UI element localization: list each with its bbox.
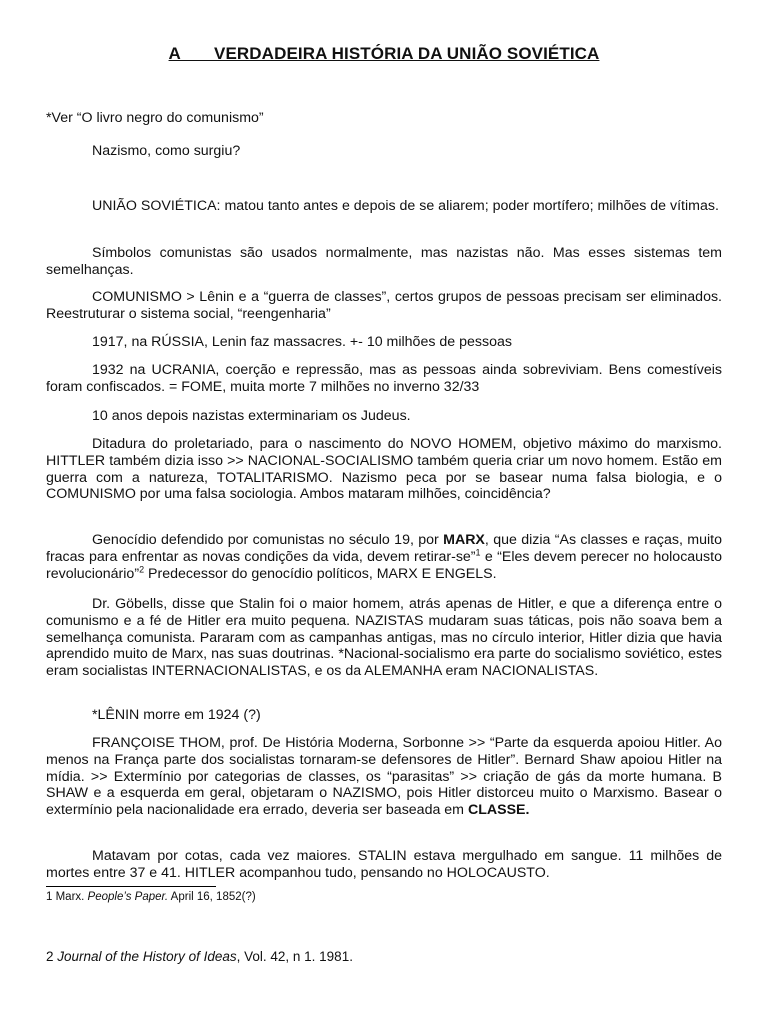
paragraph-matavam: Matavam por cotas, cada vez maiores. STALIN estava mergulhado em sangue. 11 milhões de mortes entre 37 e 41. HITLER acompanhou tudo, pensando no HOLOCAUSTO. bbox=[46, 848, 722, 881]
thom-text: FRANÇOISE THOM, prof. De História Moderna, Sorbonne >> “Parte da esquerda apoiou Hitler. Ao menos na França parte dos socialistas tornaram-se defensores de Hitler”. Bernard Shaw apoiou Hitler na mídia. >> Extermínio por categorias de classes, os “parasitas” >> criação de gás da morte humana. B SHAW e a esquerda em geral, objetaram o NAZISMO, pois Hitler distorceu muito o Marxismo. Basear o extermínio pela nacionalidade era errado, deveria ser baseada em bbox=[46, 735, 722, 819]
paragraph-uniao-sovietica: UNIÃO SOVIÉTICA: matou tanto antes e depois de se aliarem; poder mortífero; milhões de vítimas. bbox=[92, 198, 719, 214]
genocidio-text-1: Genocídio defendido por comunistas no século 19, por bbox=[92, 532, 444, 548]
genocidio-text-3: e “Eles devem perecer no holocausto revolucionário” bbox=[46, 548, 722, 582]
paragraph-1932: 1932 na UCRANIA, coerção e repressão, mas as pessoas ainda sobreviviam. Bens comestíveis foram confiscados. = FOME, muita morte 7 milhões no inverno 32/33 bbox=[46, 362, 722, 395]
footnote-2-italic: Journal of the History of Ideas bbox=[57, 949, 237, 964]
paragraph-ver-livro: *Ver “O livro negro do comunismo” bbox=[46, 110, 264, 126]
genocidio-text-4: Predecessor do genocídio políticos, MARX E ENGELS. bbox=[144, 565, 497, 582]
paragraph-thom bbox=[46, 735, 722, 819]
paragraph-gobells: Dr. Göbells, disse que Stalin foi o maior homem, atrás apenas de Hitler, e que a diferença entre o comunismo e a fé de Hitler era muito pequena. NAZISTAS mudaram suas táticas, pois não soava bem a semelhança comunista. Pararam com as campanhas antigas, mas no círculo interior, Hitler dizia que havia aprendido muito de Marx, nas suas doutrinas. *Nacional-socialismo era parte do socialismo soviético, estes eram socialistas INTERNACIONALISTAS, e os da ALEMANHA eram NACIONALISTAS. bbox=[46, 596, 722, 680]
genocidio-text-2: , que dizia “As classes e raças, muito fracas para enfrentar as novas condições da vida, devem retirar-se” bbox=[46, 532, 722, 565]
footnote-divider bbox=[46, 886, 216, 887]
paragraph-1917: 1917, na RÚSSIA, Lenin faz massacres. +- 10 milhões de pessoas bbox=[92, 334, 512, 350]
footnote-1-prefix: 1 Marx. bbox=[46, 891, 88, 903]
paragraph-genocidio bbox=[46, 532, 722, 582]
footnote-2-prefix: 2 bbox=[46, 949, 58, 964]
paragraph-10-anos: 10 anos depois nazistas exterminariam os Judeus. bbox=[92, 408, 411, 424]
footnote-ref-1: 1 bbox=[475, 547, 481, 558]
footnote-2 bbox=[46, 949, 353, 964]
footnote-1 bbox=[46, 891, 256, 903]
paragraph-lenin: *LÊNIN morre em 1924 (?) bbox=[92, 707, 261, 723]
paragraph-simbolos: Símbolos comunistas são usados normalmente, mas nazistas não. Mas esses sistemas tem semelhanças. bbox=[46, 245, 722, 278]
footnote-1-suffix: April 16, 1852(?) bbox=[168, 891, 256, 903]
thom-classe-bold: CLASSE. bbox=[467, 802, 530, 819]
paragraph-nazismo-question: Nazismo, como surgiu? bbox=[92, 143, 241, 159]
footnote-1-italic: People’s Paper. bbox=[87, 891, 169, 903]
footnote-ref-2: 2 bbox=[139, 563, 145, 574]
genocidio-marx-bold: MARX bbox=[443, 532, 485, 548]
footnote-2-suffix: , Vol. 42, n 1. 1981. bbox=[236, 949, 353, 964]
document-title: A VERDADEIRA HISTÓRIA DA UNIÃO SOVIÉTICA bbox=[168, 44, 600, 63]
paragraph-ditadura: Ditadura do proletariado, para o nascimento do NOVO HOMEM, objetivo máximo do marxismo. HITTLER também dizia isso >> NACIONAL-SOCIALISMO também queria criar um novo homem. Estão em guerra com a natureza, TOTALITARISMO. Nazismo peca por se basear numa falsa biologia, e o COMUNISMO por uma falsa sociologia. Ambos mataram milhões, coincidência? bbox=[46, 436, 722, 503]
paragraph-comunismo: COMUNISMO > Lênin e a “guerra de classes”, certos grupos de pessoas precisam ser eliminados. Reestruturar o sistema social, “reengenharia” bbox=[46, 289, 722, 322]
